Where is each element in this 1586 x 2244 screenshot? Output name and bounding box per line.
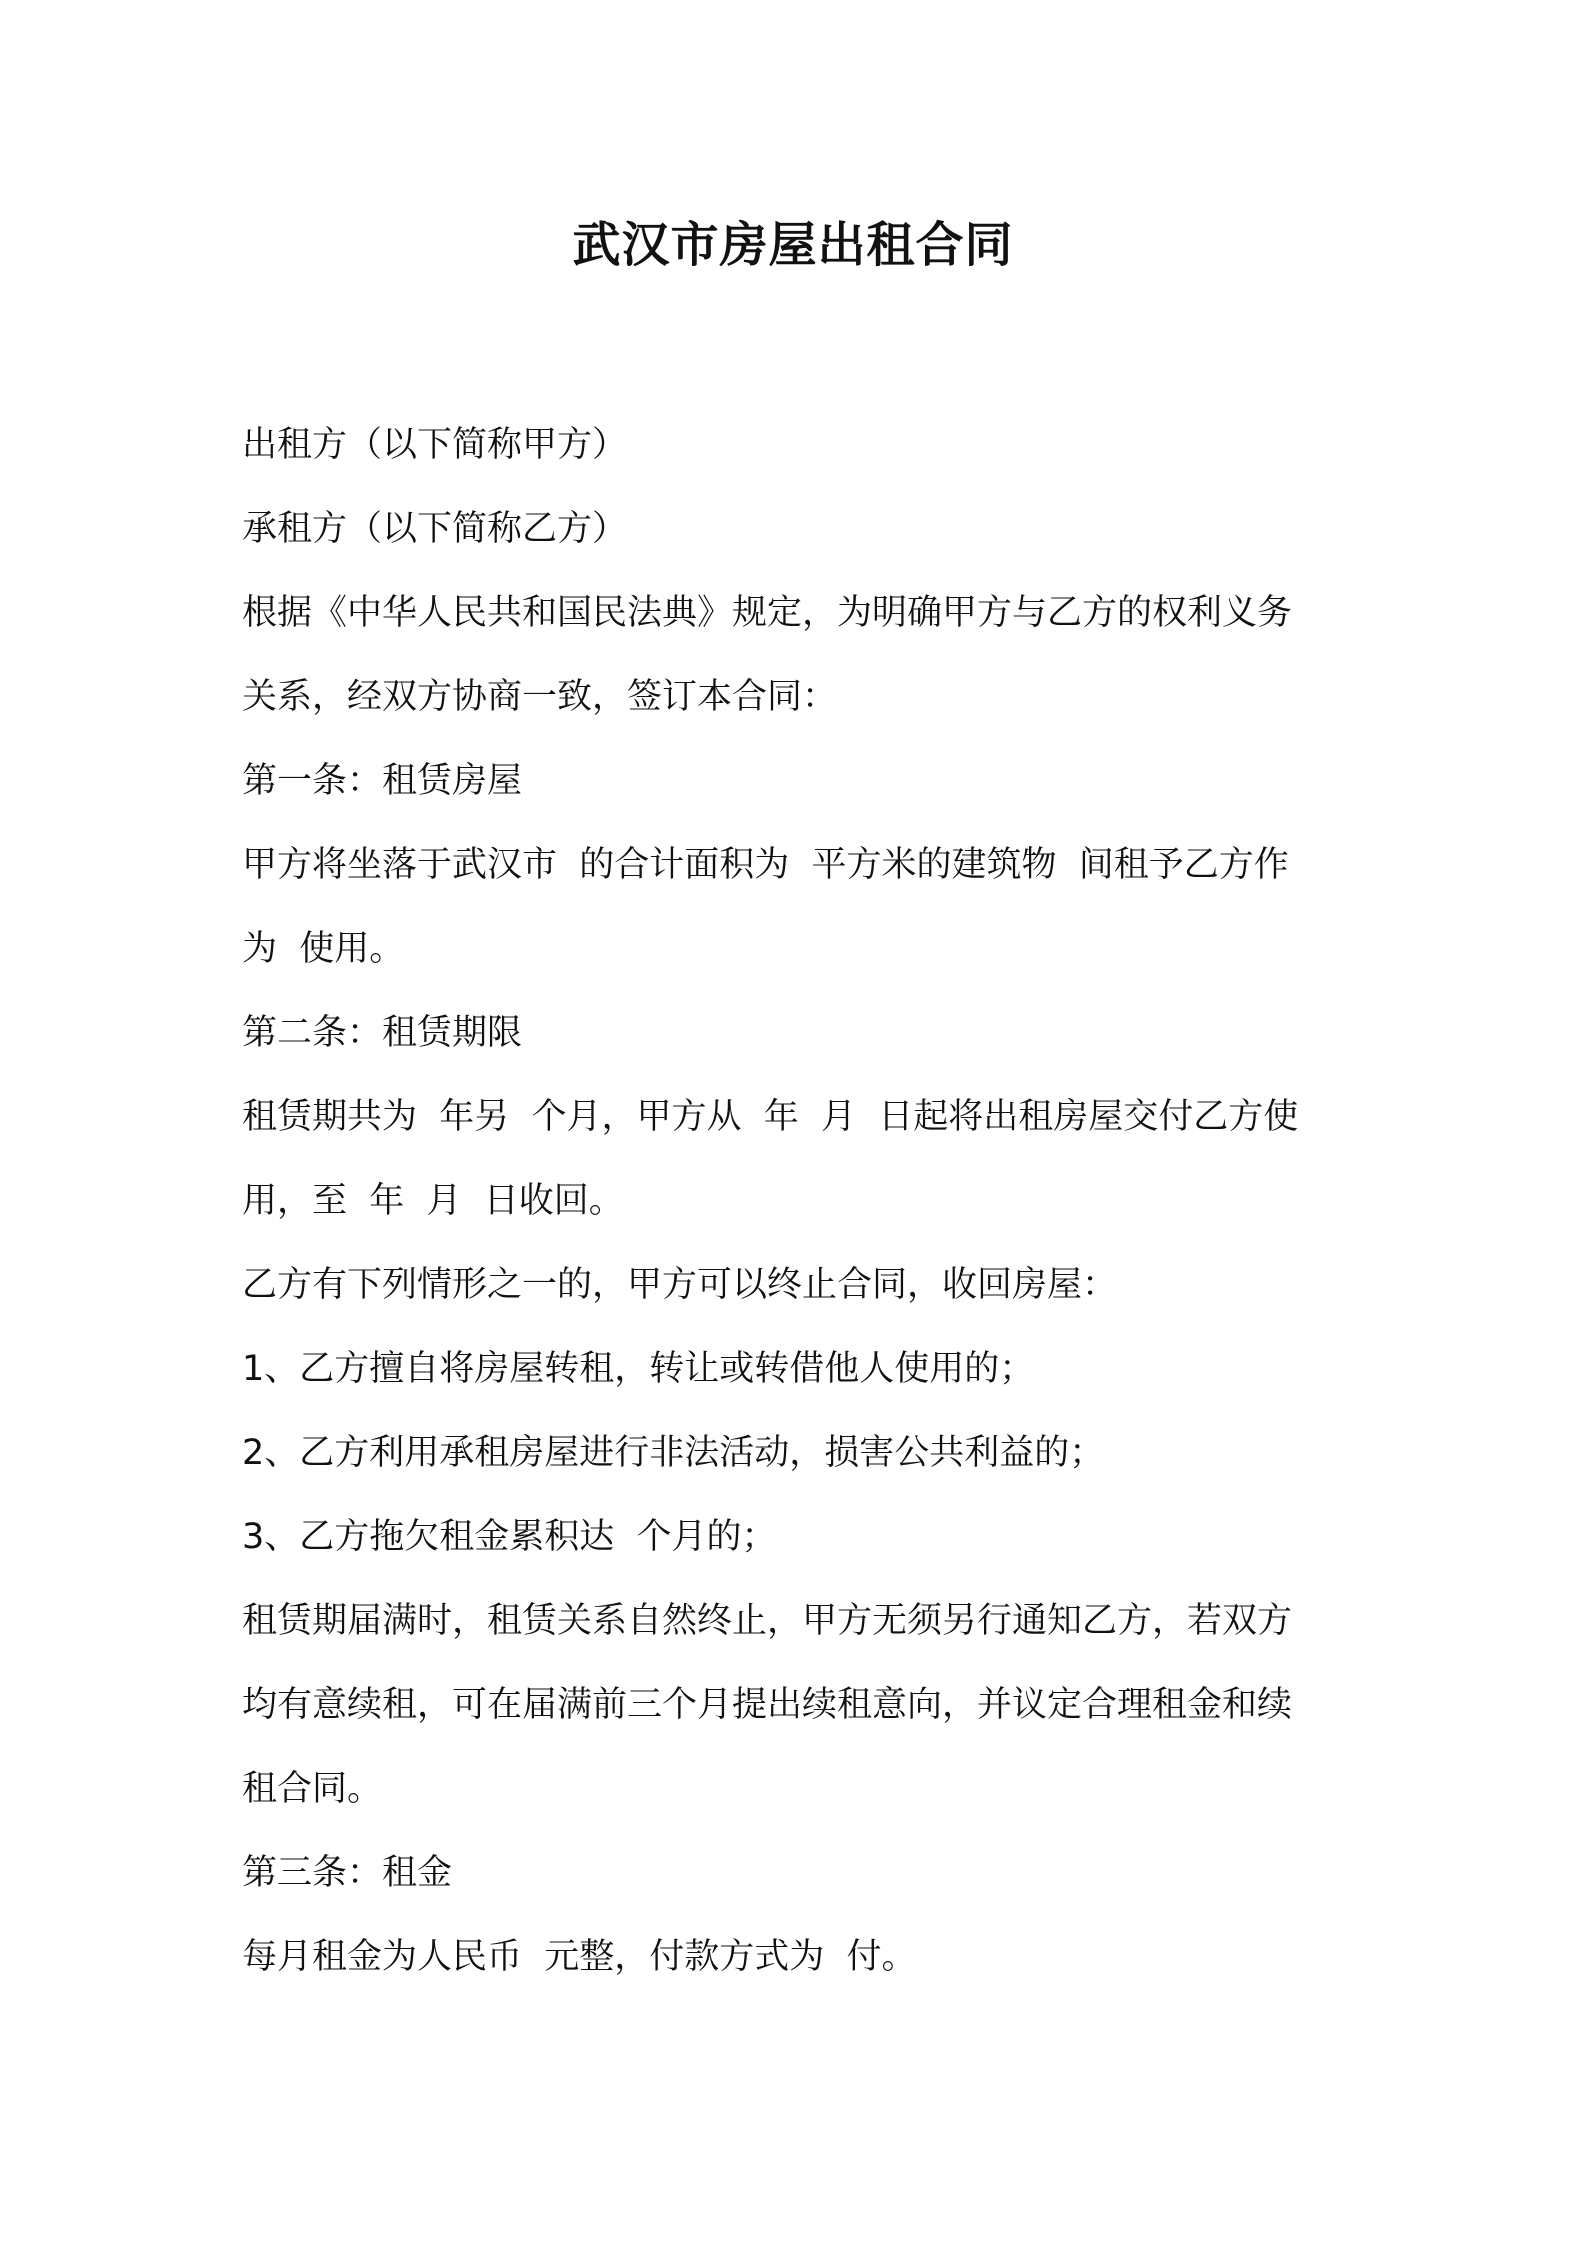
party-b-line: 承租方（以下简称乙方） — [242, 509, 628, 549]
article-3-text-line-1: 每月租金为人民币 元整，付款方式为 付。 — [242, 1937, 917, 1977]
document-body — [242, 403, 1362, 1999]
article-1-text-line-2: 为 使用。 — [242, 929, 405, 969]
article-1-text-line-1: 甲方将坐落于武汉市 的合计面积为 平方米的建筑物 间租予乙方作 — [242, 845, 1289, 885]
preamble-line-1: 根据《中华人民共和国民法典》规定，为明确甲方与乙方的权利义务 — [242, 593, 1293, 633]
article-3-heading: 第三条：租金 — [242, 1853, 453, 1893]
article-1-heading: 第一条：租赁房屋 — [242, 761, 523, 801]
article-2-heading: 第二条：租赁期限 — [242, 1013, 523, 1053]
expiry-text-line-2: 均有意续租，可在届满前三个月提出续租意向，并议定合理租金和续 — [242, 1685, 1293, 1725]
expiry-text-line-1: 租赁期届满时，租赁关系自然终止，甲方无须另行通知乙方，若双方 — [242, 1601, 1293, 1641]
article-2-text-line-1: 租赁期共为 年另 个月，甲方从 年 月 日起将出租房屋交付乙方使 — [242, 1097, 1299, 1137]
termination-item-3: 3、乙方拖欠租金累积达 个月的； — [242, 1517, 777, 1557]
expiry-text-line-3: 租合同。 — [242, 1769, 383, 1809]
termination-item-2: 2、乙方利用承租房屋进行非法活动，损害公共利益的； — [242, 1433, 1105, 1473]
termination-intro-line: 乙方有下列情形之一的，甲方可以终止合同，收回房屋： — [242, 1265, 1118, 1305]
article-2-text-line-2: 用，至 年 月 日收回。 — [242, 1181, 624, 1221]
preamble-line-2: 关系，经双方协商一致，签订本合同： — [242, 677, 838, 717]
document-title: 武汉市房屋出租合同 — [572, 217, 1014, 273]
termination-item-1: 1、乙方擅自将房屋转租，转让或转借他人使用的； — [242, 1349, 1035, 1389]
party-a-line: 出租方（以下简称甲方） — [242, 425, 628, 465]
